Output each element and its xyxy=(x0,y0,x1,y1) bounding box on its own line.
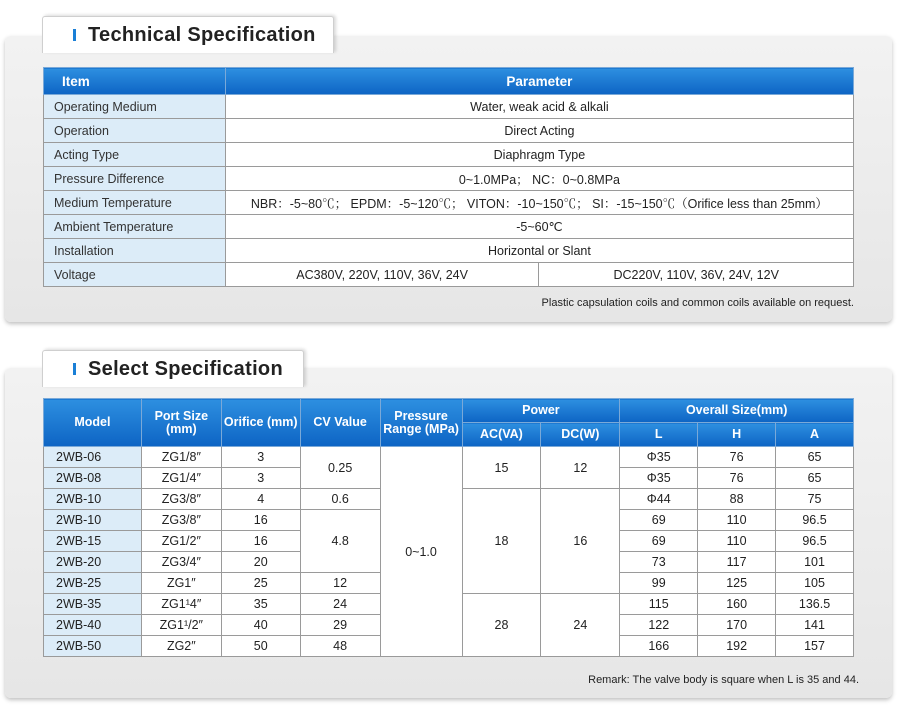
tech-value: NBR：-5~80℃； EPDM：-5~120℃； VITON：-10~150℃； SI：-15~150℃（Orifice less than 25mm） xyxy=(225,191,853,215)
cell-port: ZG1¹/2″ xyxy=(141,615,221,636)
cell-port: ZG2″ xyxy=(141,636,221,657)
tech-item: Installation xyxy=(44,239,226,263)
cell-l: 122 xyxy=(620,615,698,636)
table-row xyxy=(44,167,854,191)
cell-model: 2WB-08 xyxy=(44,468,142,489)
cell-h: 125 xyxy=(698,573,776,594)
cell-model: 2WB-06 xyxy=(44,447,142,468)
cell-orifice: 40 xyxy=(221,615,300,636)
cell-a: 96.5 xyxy=(776,510,854,531)
header-a: A xyxy=(776,423,854,447)
cell-a: 101 xyxy=(776,552,854,573)
cell-h: 76 xyxy=(698,447,776,468)
header-port: Port Size (mm) xyxy=(141,399,221,447)
cell-orifice: 20 xyxy=(221,552,300,573)
cell-l: 73 xyxy=(620,552,698,573)
cell-l: 99 xyxy=(620,573,698,594)
tech-item: Pressure Difference xyxy=(44,167,226,191)
cell-port: ZG1/2″ xyxy=(141,531,221,552)
cell-a: 141 xyxy=(776,615,854,636)
voltage-ac: AC380V, 220V, 110V, 36V, 24V xyxy=(225,263,539,287)
tech-value: Diaphragm Type xyxy=(225,143,853,167)
tech-title: Technical Specification xyxy=(88,23,316,46)
header-model: Model xyxy=(44,399,142,447)
tech-item: Acting Type xyxy=(44,143,226,167)
header-h: H xyxy=(698,423,776,447)
cell-a: 157 xyxy=(776,636,854,657)
cell-l: Φ35 xyxy=(620,468,698,489)
table-row xyxy=(44,215,854,239)
cell-h: 170 xyxy=(698,615,776,636)
cell-h: 110 xyxy=(698,531,776,552)
tech-item: Operation xyxy=(44,119,226,143)
header-cv: CV Value xyxy=(300,399,380,447)
cell-h: 110 xyxy=(698,510,776,531)
header-dc: DC(W) xyxy=(541,423,620,447)
select-table xyxy=(43,398,854,657)
tech-header-item: Item xyxy=(44,68,226,95)
cell-l: 69 xyxy=(620,531,698,552)
select-note: Remark: The valve body is square when L is 35 and 44. xyxy=(588,674,859,686)
cell-model: 2WB-50 xyxy=(44,636,142,657)
cell-dc: 16 xyxy=(541,489,620,594)
tech-header-row xyxy=(44,68,854,95)
table-row xyxy=(44,447,854,468)
cell-port: ZG3/4″ xyxy=(141,552,221,573)
cell-cv: 0.25 xyxy=(300,447,380,489)
tech-value: Direct Acting xyxy=(225,119,853,143)
tech-note: Plastic capsulation coils and common coils available on request. xyxy=(541,297,854,309)
header-pressure: Pressure Range (MPa) xyxy=(380,399,462,447)
cell-a: 65 xyxy=(776,468,854,489)
cell-model: 2WB-10 xyxy=(44,489,142,510)
cell-h: 76 xyxy=(698,468,776,489)
cell-ac: 18 xyxy=(462,489,541,594)
cell-model: 2WB-35 xyxy=(44,594,142,615)
select-header-row-1 xyxy=(44,399,854,423)
cell-a: 105 xyxy=(776,573,854,594)
tab-marker-icon xyxy=(73,363,76,375)
cell-orifice: 3 xyxy=(221,447,300,468)
cell-l: 69 xyxy=(620,510,698,531)
cell-cv: 4.8 xyxy=(300,510,380,573)
cell-orifice: 16 xyxy=(221,510,300,531)
tab-marker-icon xyxy=(73,29,76,41)
cell-model: 2WB-15 xyxy=(44,531,142,552)
cell-cv: 29 xyxy=(300,615,380,636)
cell-pressure: 0~1.0 xyxy=(380,447,462,657)
cell-dc: 12 xyxy=(541,447,620,489)
cell-a: 65 xyxy=(776,447,854,468)
cell-port: ZG1¹4″ xyxy=(141,594,221,615)
cell-h: 192 xyxy=(698,636,776,657)
cell-orifice: 16 xyxy=(221,531,300,552)
cell-port: ZG1/4″ xyxy=(141,468,221,489)
cell-a: 96.5 xyxy=(776,531,854,552)
tech-header-parameter: Parameter xyxy=(225,68,853,95)
cell-cv: 24 xyxy=(300,594,380,615)
cell-dc: 24 xyxy=(541,594,620,657)
cell-model: 2WB-10 xyxy=(44,510,142,531)
cell-ac: 15 xyxy=(462,447,541,489)
tech-item: Ambient Temperature xyxy=(44,215,226,239)
tech-value: Water, weak acid & alkali xyxy=(225,95,853,119)
cell-port: ZG3/8″ xyxy=(141,510,221,531)
select-title: Select Specification xyxy=(88,357,283,380)
tech-table xyxy=(43,67,854,287)
cell-model: 2WB-20 xyxy=(44,552,142,573)
voltage-dc: DC220V, 110V, 36V, 24V, 12V xyxy=(539,263,854,287)
cell-ac: 28 xyxy=(462,594,541,657)
cell-port: ZG1″ xyxy=(141,573,221,594)
header-l: L xyxy=(620,423,698,447)
cell-h: 88 xyxy=(698,489,776,510)
cell-l: Φ44 xyxy=(620,489,698,510)
cell-a: 75 xyxy=(776,489,854,510)
select-tab xyxy=(42,350,304,387)
cell-orifice: 25 xyxy=(221,573,300,594)
header-ac: AC(VA) xyxy=(462,423,541,447)
cell-port: ZG1/8″ xyxy=(141,447,221,468)
table-row xyxy=(44,239,854,263)
header-orifice: Orifice (mm) xyxy=(221,399,300,447)
cell-port: ZG3/8″ xyxy=(141,489,221,510)
table-row xyxy=(44,191,854,215)
tech-value: -5~60℃ xyxy=(225,215,853,239)
cell-orifice: 50 xyxy=(221,636,300,657)
cell-cv: 12 xyxy=(300,573,380,594)
cell-model: 2WB-25 xyxy=(44,573,142,594)
header-power: Power xyxy=(462,399,620,423)
header-overall: Overall Size(mm) xyxy=(620,399,854,423)
cell-model: 2WB-40 xyxy=(44,615,142,636)
tech-value: Horizontal or Slant xyxy=(225,239,853,263)
cell-l: 115 xyxy=(620,594,698,615)
cell-orifice: 4 xyxy=(221,489,300,510)
cell-orifice: 3 xyxy=(221,468,300,489)
cell-orifice: 35 xyxy=(221,594,300,615)
tech-item: Operating Medium xyxy=(44,95,226,119)
table-row xyxy=(44,95,854,119)
tech-tab xyxy=(42,16,334,53)
cell-cv: 0.6 xyxy=(300,489,380,510)
cell-h: 117 xyxy=(698,552,776,573)
table-row xyxy=(44,143,854,167)
cell-l: 166 xyxy=(620,636,698,657)
cell-h: 160 xyxy=(698,594,776,615)
tech-item: Medium Temperature xyxy=(44,191,226,215)
cell-l: Φ35 xyxy=(620,447,698,468)
table-row xyxy=(44,119,854,143)
table-row xyxy=(44,263,854,287)
cell-cv: 48 xyxy=(300,636,380,657)
cell-a: 136.5 xyxy=(776,594,854,615)
tech-item: Voltage xyxy=(44,263,226,287)
tech-value: 0~1.0MPa； NC：0~0.8MPa xyxy=(225,167,853,191)
